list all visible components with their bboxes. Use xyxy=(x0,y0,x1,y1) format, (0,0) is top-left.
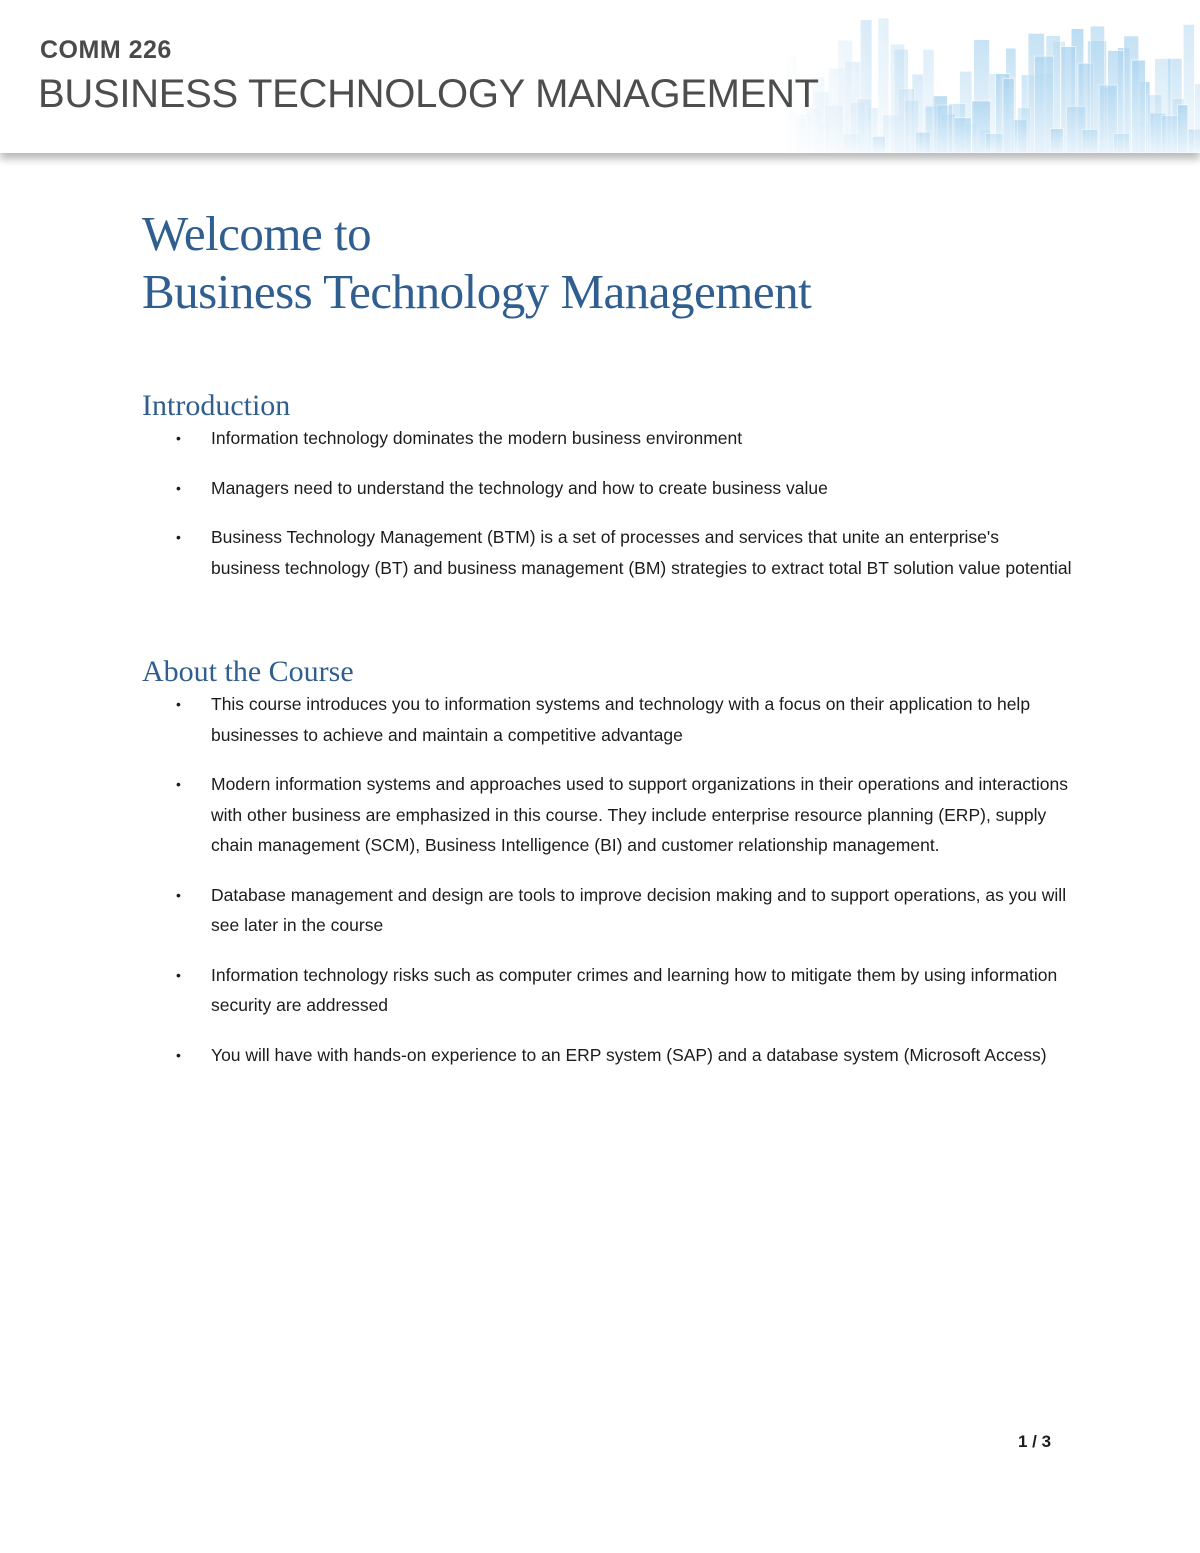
list-item: • Managers need to understand the technology and how to create business value xyxy=(142,473,1072,504)
introduction-heading: Introduction xyxy=(142,389,291,422)
bar-graph-skyline-icon xyxy=(780,0,1200,153)
list-item: • Information technology risks such as computer crimes and learning how to mitigate them by using information security are addressed xyxy=(142,960,1072,1021)
about-heading: About the Course xyxy=(142,655,354,688)
list-item: • This course introduces you to information systems and technology with a focus on their application to help businesses to achieve and maintain a competitive advantage xyxy=(142,689,1072,750)
bullet-icon: • xyxy=(176,886,181,903)
bullet-icon: • xyxy=(176,966,181,983)
document-body xyxy=(142,205,1072,1089)
list-item: • Database management and design are tools to improve decision making and to support operations, as you will see later in the course xyxy=(142,880,1072,941)
page-number: 1 / 3 xyxy=(1018,1432,1052,1451)
bullet-icon: • xyxy=(176,696,181,712)
course-code: COMM 226 xyxy=(40,36,172,64)
list-item: • You will have with hands-on experience to an ERP system (SAP) and a database system (Microsoft Access) xyxy=(142,1040,1072,1071)
list-item: • Information technology dominates the modern business environment xyxy=(142,423,1072,454)
bullet-icon: • xyxy=(176,1046,181,1063)
bullet-icon: • xyxy=(176,430,181,446)
introduction-list xyxy=(142,423,1072,583)
header-banner xyxy=(0,0,1200,153)
list-item: • Modern information systems and approaches used to support organizations in their operations and interactions with other business are emphasized in this course. They include enterprise resource planning (ERP), supply chain management (SCM), Business Intelligence (BI) and customer relationship management. xyxy=(142,769,1072,861)
bullet-icon: • xyxy=(176,529,181,545)
course-name: BUSINESS TECHNOLOGY MANAGEMENT xyxy=(38,72,819,116)
bullet-icon: • xyxy=(176,479,181,496)
page-title-line-2: Business Technology Management xyxy=(142,264,812,319)
about-list xyxy=(142,689,1072,1070)
bullet-icon: • xyxy=(176,776,181,792)
list-item: • Business Technology Management (BTM) is a set of processes and services that unite an enterprise's business technology (BT) and business management (BM) strategies to extract total BT solution value potential xyxy=(142,522,1072,583)
page-title-line-1: Welcome to xyxy=(142,206,372,261)
